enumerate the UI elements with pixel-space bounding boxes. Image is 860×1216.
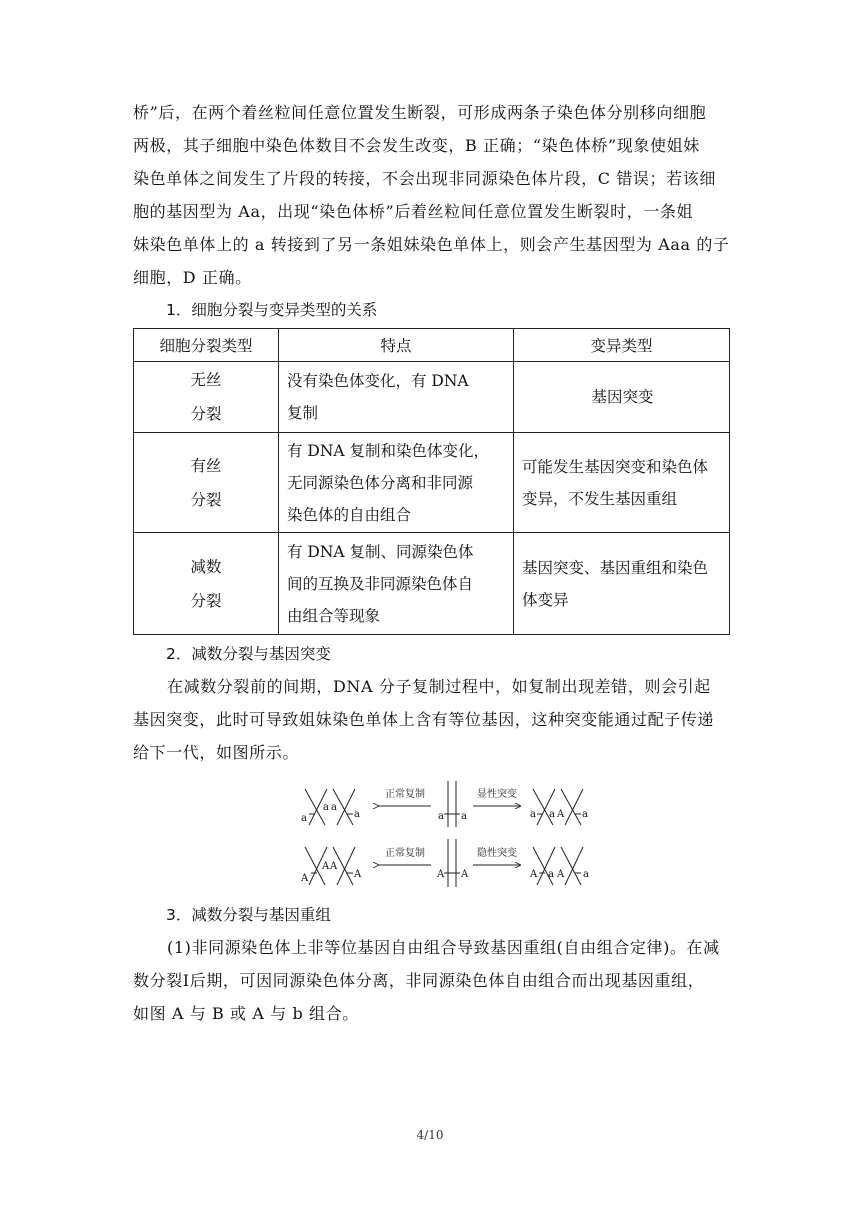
- section-3-line-2: 数分裂Ⅰ后期，可因同源染色体分离，非同源染色体自由组合而出现基因重组，: [133, 971, 705, 990]
- gene-letter: A: [557, 869, 565, 880]
- type-line: 有丝: [190, 456, 222, 475]
- gene-letter: a: [582, 809, 588, 820]
- section-3-line-3: 如图 A 与 B 或 A 与 b 组合。: [133, 1004, 359, 1023]
- intro-line-4: 胞的基因型为 Aa，出现“染色体桥”后着丝粒间任意位置发生断裂时，一条姐: [133, 202, 694, 221]
- mutation-diagram: [299, 777, 599, 895]
- table-cell-type: [134, 433, 279, 533]
- gene-letter: A: [437, 869, 445, 880]
- feature-line: 有 DNA 复制和染色体变化，: [287, 441, 490, 460]
- division-variation-table: [133, 328, 730, 635]
- table-row-meiosis: [134, 533, 730, 635]
- page-content: [133, 96, 730, 1030]
- section-3-heading: 3．减数分裂与基因重组: [166, 906, 331, 924]
- section-2-line-3: 给下一代，如图所示。: [133, 743, 300, 762]
- gene-letter: a: [354, 809, 360, 820]
- table-cell-type: [134, 362, 279, 433]
- section-2-line-2: 基因突变，此时可导致姐妹染色单体上含有等位基因，这种突变能通过配子传递: [133, 710, 715, 729]
- table-header-variation: 变异类型: [514, 329, 730, 362]
- type-line: 分裂: [190, 405, 222, 423]
- chromosome-pair-center: [444, 781, 460, 827]
- gene-letter: A: [530, 869, 538, 880]
- table-header-feature: 特点: [279, 329, 514, 362]
- table-cell-feature: [279, 533, 514, 635]
- table-cell-variation: [514, 433, 730, 533]
- feature-line: 没有染色体变化，有 DNA: [287, 372, 469, 390]
- feature-line: 染色体的自由组合: [287, 505, 412, 524]
- label-normal-replication-1: 正常复制: [385, 789, 425, 800]
- variation-line: 基因突变、基因重组和染色: [522, 558, 709, 577]
- chromosome-pair-left: [305, 789, 355, 825]
- variation-line: 变异，不发生基因重组: [522, 489, 678, 508]
- section-3-paragraph: [133, 931, 730, 1030]
- label-normal-replication-2: 正常复制: [385, 848, 425, 859]
- type-line: 减数: [190, 557, 222, 576]
- feature-line: 有 DNA 复制、同源染色体: [287, 542, 474, 561]
- section-3-line-1: (1)非同源染色体上非等位基因自由组合导致基因重组(自由组合定律)。在减: [167, 938, 720, 957]
- gene-letter: a: [583, 869, 589, 880]
- section-2-line-1: 在减数分裂前的间期，DNA 分子复制过程中，如复制出现差错，则会引起: [167, 677, 711, 696]
- gene-letter: a: [530, 809, 536, 820]
- gene-letter: a: [331, 802, 337, 813]
- page-number: 4/10: [416, 1128, 444, 1142]
- gene-letter: A: [461, 869, 469, 880]
- mutation-figure: [133, 777, 730, 895]
- type-line: 分裂: [190, 591, 222, 610]
- section-2-heading: 2．减数分裂与基因突变: [166, 645, 331, 663]
- intro-line-6: 细胞，D 正确。: [133, 268, 252, 287]
- gene-letter: a: [461, 811, 467, 822]
- feature-line: 由组合等现象: [287, 606, 381, 625]
- table-header-row: [134, 329, 730, 362]
- section-2-paragraph: [133, 670, 730, 769]
- table-header-division-type: 细胞分裂类型: [134, 329, 279, 362]
- gene-letter: a: [323, 802, 329, 813]
- gene-letter: A: [330, 861, 338, 872]
- type-line: 分裂: [190, 490, 222, 509]
- label-dominant-mutation: 显性突变: [477, 789, 517, 800]
- gene-letter: A: [301, 873, 309, 884]
- gene-letter: A: [557, 809, 565, 820]
- intro-line-1: 桥”后，在两个着丝粒间任意位置发生断裂，可形成两条子染色体分别移向细胞: [133, 103, 707, 122]
- table-cell-variation: [514, 533, 730, 635]
- gene-letter: a: [301, 813, 307, 824]
- gene-letter: a: [549, 809, 555, 820]
- gene-letter: A: [354, 869, 362, 880]
- intro-line-2: 两极，其子细胞中染色体数目不会发生改变，B 正确；“染色体桥”现象使姐妹: [133, 136, 700, 155]
- feature-line: 无同源染色体分离和非同源: [287, 473, 474, 492]
- intro-line-5: 妹染色单体上的 a 转接到了另一条姐妹染色单体上，则会产生基因型为 Aaa 的子: [133, 235, 730, 254]
- table-cell-feature: [279, 433, 514, 533]
- intro-line-3: 染色单体之间发生了片段的转接，不会出现非同源染色体片段，C 错误；若该细: [133, 169, 716, 188]
- table-row-amitosis: [134, 362, 730, 433]
- table-cell-feature: [279, 362, 514, 433]
- table-cell-variation: [514, 362, 730, 433]
- figure-row-1: [305, 781, 583, 827]
- intro-paragraph: [133, 96, 730, 294]
- variation-line: 可能发生基因突变和染色体: [522, 457, 709, 476]
- chromosome-pair-center: [444, 839, 460, 887]
- feature-line: 间的互换及非同源染色体自: [287, 574, 474, 593]
- section-1-heading: 1．细胞分裂与变异类型的关系: [166, 301, 378, 319]
- table-row-mitosis: [134, 433, 730, 533]
- variation-line: 体变异: [522, 590, 569, 609]
- variation-line: 基因突变: [591, 388, 654, 406]
- gene-letter: A: [322, 861, 330, 872]
- gene-letter: a: [548, 869, 554, 880]
- label-recessive-mutation: 隐性突变: [477, 848, 517, 859]
- table-cell-type: [134, 533, 279, 635]
- gene-letter: a: [438, 811, 444, 822]
- type-line: 无丝: [190, 371, 222, 389]
- feature-line: 复制: [287, 404, 319, 422]
